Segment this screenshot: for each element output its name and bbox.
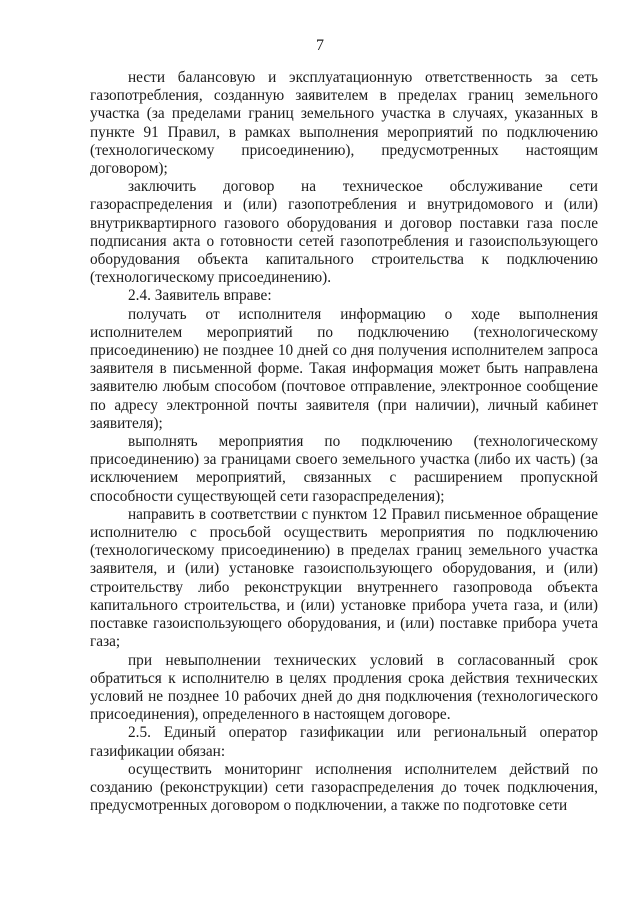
paragraph-right-perform-measures: выполнять мероприятия по подключению (технологическому присоединению) за границами своего земельного участка (либо их часть) (за исключением мероприятий, связанных с расширением пропускной способности существующей сети газораспределения); <box>90 433 598 505</box>
paragraph-operator-monitoring: осуществить мониторинг исполнения исполнителем действий по созданию (реконструкции) сети газораспределения до точек подключения, предусмотренных договором о подключении, а также по подготовке сети <box>90 760 598 815</box>
document-body <box>90 69 598 815</box>
paragraph-obligation-balance: нести балансовую и эксплуатационную ответственность за сеть газопотребления, созданную заявителем в пределах границ земельного участка (за пределами границ земельного участка в случаях, указанных в пункте 91 Правил, в рамках выполнения мероприятий по подключению (технологическому присоединению), предусмотренных настоящим договором); <box>90 69 598 178</box>
paragraph-obligation-maintenance-contract: заключить договор на техническое обслуживание сети газораспределения и (или) газопотребления и внутридомового и (или) внутриквартирного газового оборудования и договор поставки газа после подписания акта о готовности сетей газопотребления и газоиспользующего оборудования объекта капитального строительства к подключению (технологическому присоединению). <box>90 178 598 287</box>
section-heading-2-4: 2.4. Заявитель вправе: <box>128 287 272 305</box>
paragraph-right-written-request: направить в соответствии с пунктом 12 Правил письменное обращение исполнителю с просьбой осуществить мероприятия по подключению (технологическому присоединению) в пределах границ земельного участка заявителя, и (или) установке газоиспользующего оборудования, и (или) строительству либо реконструкции внутреннего газопровода объекта капитального строительства, и (или) установке прибора учета газа, и (или) поставке газоиспользующего оборудования, и (или) поставке прибора учета газа; <box>90 505 598 651</box>
paragraph-right-information: получать от исполнителя информацию о ходе выполнения исполнителем мероприятий по подключению (технологическому присоединению) не позднее 10 дней со дня получения исполнителем запроса заявителя в письменной форме. Такая информация может быть направлена заявителю любым способом (почтовое отправление, электронное сообщение по адресу электронной почты заявителя (при наличии), личный кабинет заявителя); <box>90 305 598 432</box>
section-heading-2-5: 2.5. Единый оператор газификации или региональный оператор газификации обязан: <box>90 724 598 760</box>
page-number: 7 <box>316 37 324 54</box>
paragraph-right-extension: при невыполнении технических условий в согласованный срок обратиться к исполнителю в целях продления срока действия технических условий не позднее 10 рабочих дней до дня подключения (технологического присоединения), определенного в настоящем договоре. <box>90 651 598 724</box>
